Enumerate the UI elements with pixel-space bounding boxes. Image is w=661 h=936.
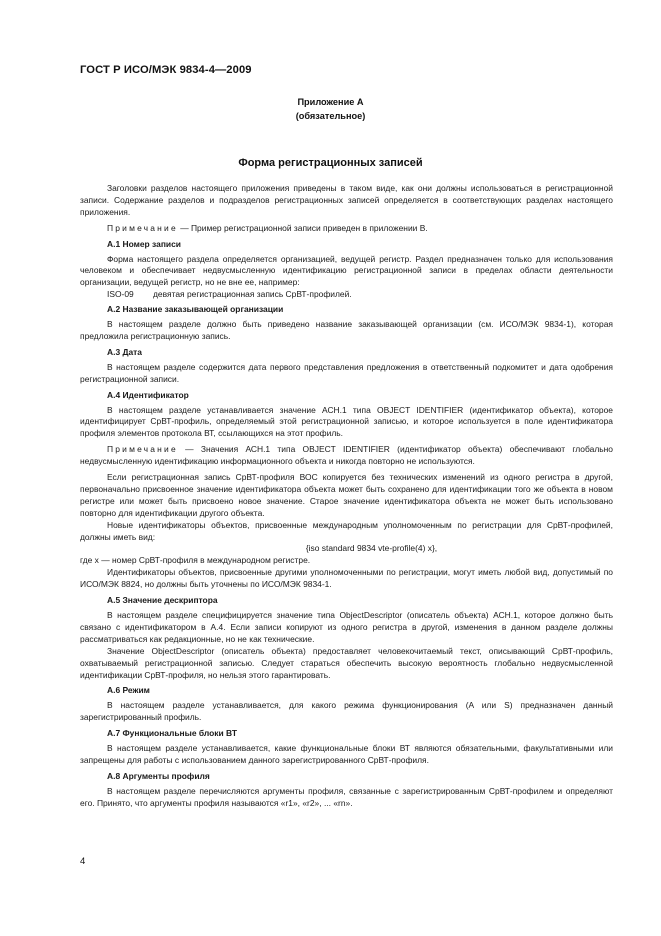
section-a4-heading: А.4 Идентификатор xyxy=(107,389,189,400)
note-head: Примечание xyxy=(107,444,178,455)
section-a8-text: В настоящем разделе перечисляются аргументы профиля, связанные с зарегистрированным СрВТ-профилем и определяют его. Принято, что аргументы профиля называются «r1», «r2», ... «rn». xyxy=(80,785,613,808)
section-a3-heading: А.3 Дата xyxy=(107,346,143,357)
section-a5-heading: А.5 Значение дескриптора xyxy=(107,595,218,606)
note-text: — Значения АСН.1 типа OBJECT IDENTIFIER (идентификатор объекта) обеспечивают глобально недвусмысленную идентификацию информационного объекта и никогда повторно не используются. xyxy=(80,444,613,467)
section-a5-text-2: Значение ObjectDescriptor (описатель объекта) предоставляет человекочитаемый текст, описывающий СрВТ-профиль, охватываемый регистрационной записью. Следует стараться обеспечить высокую вероятность глобально недвусмысленной идентификации СрВТ-профиля, но нельзя этого гарантировать. xyxy=(80,645,613,680)
note-head: Примечание xyxy=(107,222,178,233)
section-a6-text: В настоящем разделе устанавливается, для какого режима функционирования (A или S) предназначен данный зарегистрированный профиль. xyxy=(80,700,613,723)
intro-paragraph: Заголовки разделов настоящего приложения приведены в таком виде, как они должны использоваться в регистрационной записи. Содержание разделов и подразделов регистрационных записей определяется в соответствующих разделах настоящего приложения. xyxy=(80,183,613,217)
example-text: девятая регистрационная запись СрВТ-профилей. xyxy=(153,289,352,300)
section-a4-text-2: Если регистрационная запись СрВТ-профиля ВОС копируется без технических изменений из одного регистра в другой, первоначально присвоенное значение идентификатора объекта может быть сохранено для идентификации того же объекта в новом регистре или может быть присвоено новое значение. Старое значение идентификатора объекта не может быть использовано повторно для идентификации другого объекта. xyxy=(80,472,613,518)
section-a5-text: В настоящем разделе специфицируется значение типа ObjectDescriptor (описатель объекта) АСН.1, которое должно быть связано с идентификатором в А.4. Если записи копируют из одного регистра в другой, изменения в данном разделе должны рассматриваться как редакционные, но не как технические. xyxy=(80,610,613,644)
section-a7-heading: А.7 Функциональные блоки ВТ xyxy=(107,728,237,739)
note-text: — Пример регистрационной записи приведен в приложении В. xyxy=(177,222,428,233)
section-a1-text: Форма настоящего раздела определяется организацией, ведущей регистр. Раздел предназначен только для использования человеком и обеспечивает недвусмысленную идентификацию регистрационной записи в пределах области деятельности организации, ведущей регистр, но не вне ее, например: xyxy=(80,253,613,288)
document-body xyxy=(80,183,613,814)
appendix-status: (обязательное) xyxy=(295,111,366,121)
example-code: ISO-09 xyxy=(107,289,134,300)
page-title: Форма регистрационных записей xyxy=(238,157,423,169)
identifier-where: где х — номер СрВТ-профиля в международном регистре. xyxy=(80,555,311,566)
section-a4-text-4: Идентификаторы объектов, присвоенные другими уполномоченными по регистрации, могут иметь любой вид, допустимый по ИСО/МЭК 8824, но должны быть уточнены по ИСО/МЭК 9834-1. xyxy=(80,567,613,590)
section-a7-text: В настоящем разделе устанавливается, какие функциональные блоки ВТ являются обязательными, факультативными или запрещены для работы с использованием данного зарегистрированного СрВТ-профиля. xyxy=(80,743,613,765)
section-a1-heading: А.1 Номер записи xyxy=(107,238,181,249)
appendix-label: Приложение А xyxy=(297,97,364,107)
example-row xyxy=(80,289,613,301)
section-a2-heading: А.2 Название заказывающей организации xyxy=(107,304,284,315)
section-a3-text: В настоящем разделе содержится дата первого представления предложения в ответственный подкомитет и дата одобрения регистрационной записи. xyxy=(80,361,613,384)
section-a6-heading: А.6 Режим xyxy=(107,685,150,696)
section-a2-text: В настоящем разделе должно быть приведено название заказывающей организации (см. ИСО/МЭК 9834-1), которая предложила регистрационную запись. xyxy=(80,319,613,341)
section-a8-heading: А.8 Аргументы профиля xyxy=(107,770,210,781)
section-a4-note xyxy=(80,444,613,468)
section-a4-text: В настоящем разделе устанавливается значение АСН.1 типа OBJECT IDENTIFIER (идентификатор объекта), которое идентифицирует СрВТ-профиль, определяемый этой регистрационной записью, и которое используется в поле идентификатора профиля элементов протокола ВТ, ссылающихся на этот профиль. xyxy=(80,404,613,439)
identifier-form: {iso standard 9834 vte-profile(4) x}, xyxy=(305,543,438,554)
intro-note xyxy=(80,223,613,235)
standard-header: ГОСТ Р ИСО/МЭК 9834-4—2009 xyxy=(80,64,252,76)
section-a4-text-3: Новые идентификаторы объектов, присвоенные международным уполномоченным по регистрации для СрВТ-профилей, должны иметь вид: xyxy=(80,519,613,542)
page-number: 4 xyxy=(80,856,86,867)
